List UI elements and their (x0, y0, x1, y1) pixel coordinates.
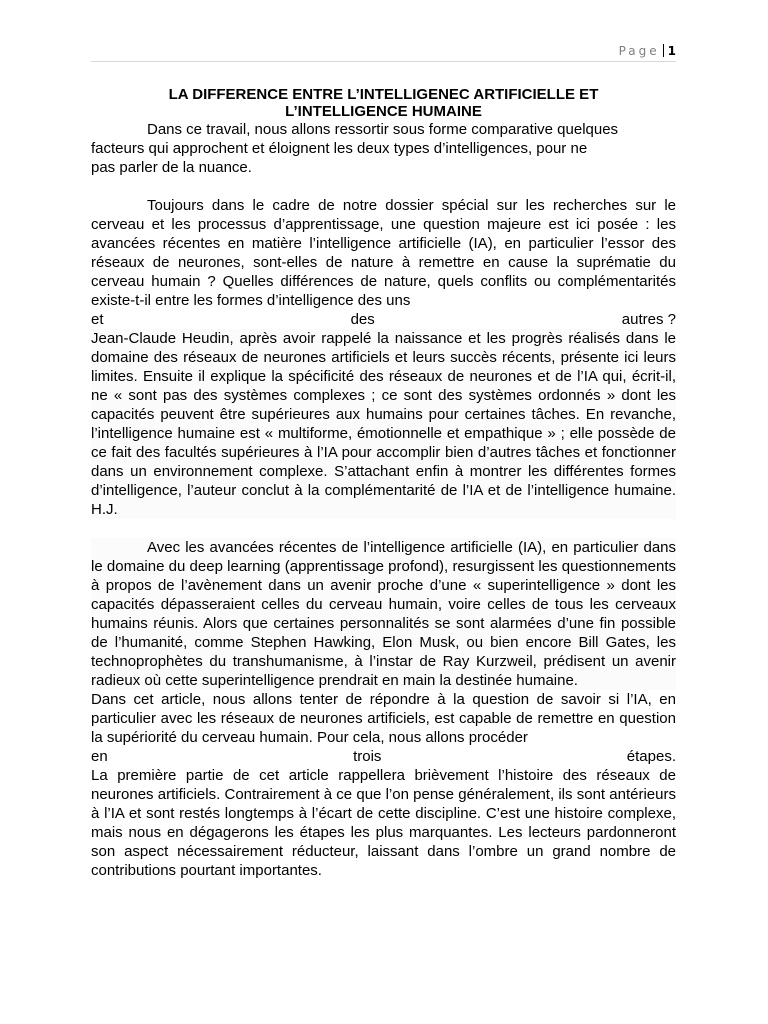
page-number: 1 (667, 44, 676, 58)
title-line-2: L’INTELLIGENCE HUMAINE (285, 103, 482, 120)
document-title (91, 86, 676, 120)
spread-word-3: autres ? (621, 311, 676, 328)
paragraph-article-plan: Dans cet article, nous allons tenter de répondre à la question de savoir si l’IA, en particulier avec les réseaux de neurones artificiels, est capable de remettre en question la supériorité du cerveau humain. Pour cela, nous allons procéder (91, 691, 676, 746)
intro-line-3: pas parler de la nuance. (91, 159, 252, 176)
page-label: Page (618, 44, 660, 58)
spread-word-1: en (91, 748, 108, 765)
title-line-1: LA DIFFERENCE ENTRE L’INTELLIGENEC ARTIFICIELLE ET (168, 86, 599, 103)
paragraph-superintelligence: Avec les avancées récentes de l’intelligence artificielle (IA), en particulier dans le domaine du deep learning (apprentissage profond), resurgissent les questionnements à propos de l’avènement dans un avenir proche d’une « superintelligence » dont les capacités dépasseraient celles du cerveau humain, voire celles de tous les cerveaux humains réunis. Alors que certaines personnalités se sont alarmées d’une fin possible de l’humanité, comme Stephen Hawking, Elon Musk, ou bien encore Bill Gates, les technoprophètes du transhumanisme, à l’instar de Ray Kurzweil, prédisent un avenir radieux où cette superintelligence prendrait en main la destinée humaine. (91, 539, 676, 689)
paragraph-gap (91, 177, 676, 196)
paragraph-context-last-line (91, 310, 676, 329)
spread-word-1: et (91, 311, 104, 328)
page-separator (663, 44, 664, 57)
paragraph-history: La première partie de cet article rappellera brièvement l’histoire des réseaux de neurones artificiels. Contrairement à ce que l’on pense généralement, ils sont antérieurs à l’IA et sont restés longtemps à l’écart de cette discipline. C’est une histoire complexe, mais nous en dégagerons les étapes les plus marquantes. Les lecteurs pardonneront son aspect nécessairement réducteur, laissant dans l’ombre un grand nombre de contributions pourtant importantes. (91, 767, 676, 879)
spread-word-2: des (350, 311, 375, 328)
intro-line-2: facteurs qui approchent et éloignent les deux types d’intelligences, pour ne (91, 140, 588, 157)
paragraph-heudin: Jean-Claude Heudin, après avoir rappelé la naissance et les progrès réalisés dans le domaine des réseaux de neurones artificiels et leurs succès récents, présente ici leurs limites. Ensuite il explique la spécificité des réseaux de neurones et de l’IA qui, écrit-il, ne « sont pas des systèmes complexes ; ce sont des systèmes ordonnés » dont les capacités peuvent être supérieures aux humains pour certaines tâches. En revanche, l’intelligence humaine est « multiforme, émotionnelle et empathique » ; elle possède de ce fait des facultés supérieures à l’IA pour accomplir bien d’autres tâches et fonctionner dans un environnement complexe. S’attachant enfin à montrer les différentes formes d’intelligence, l’auteur conclut à la complémentarité de l’IA et de l’intelligence humaine. H.J. (91, 330, 676, 518)
intro-paragraph (91, 120, 676, 177)
spread-word-2: trois (353, 748, 382, 765)
spread-word-3: étapes. (626, 748, 676, 765)
page-header (91, 44, 676, 62)
paragraph-article-plan-last-line (91, 747, 676, 766)
paragraph-gap (91, 519, 676, 538)
document-body (91, 86, 676, 880)
paragraph-context: Toujours dans le cadre de notre dossier spécial sur les recherches sur le cerveau et les processus d’apprentissage, une question majeure est ici posée : les avancées récentes en matière l’intelligence artificielle (IA), en particulier l’essor des réseaux de neurones, sont-elles de nature à remettre en cause la suprématie du cerveau humain ? Quelles différences de nature, quels conflits ou complémentarités existe-t-il entre les formes d’intelligence des uns (91, 197, 676, 309)
intro-line-1: Dans ce travail, nous allons ressortir sous forme comparative quelques (147, 121, 619, 138)
